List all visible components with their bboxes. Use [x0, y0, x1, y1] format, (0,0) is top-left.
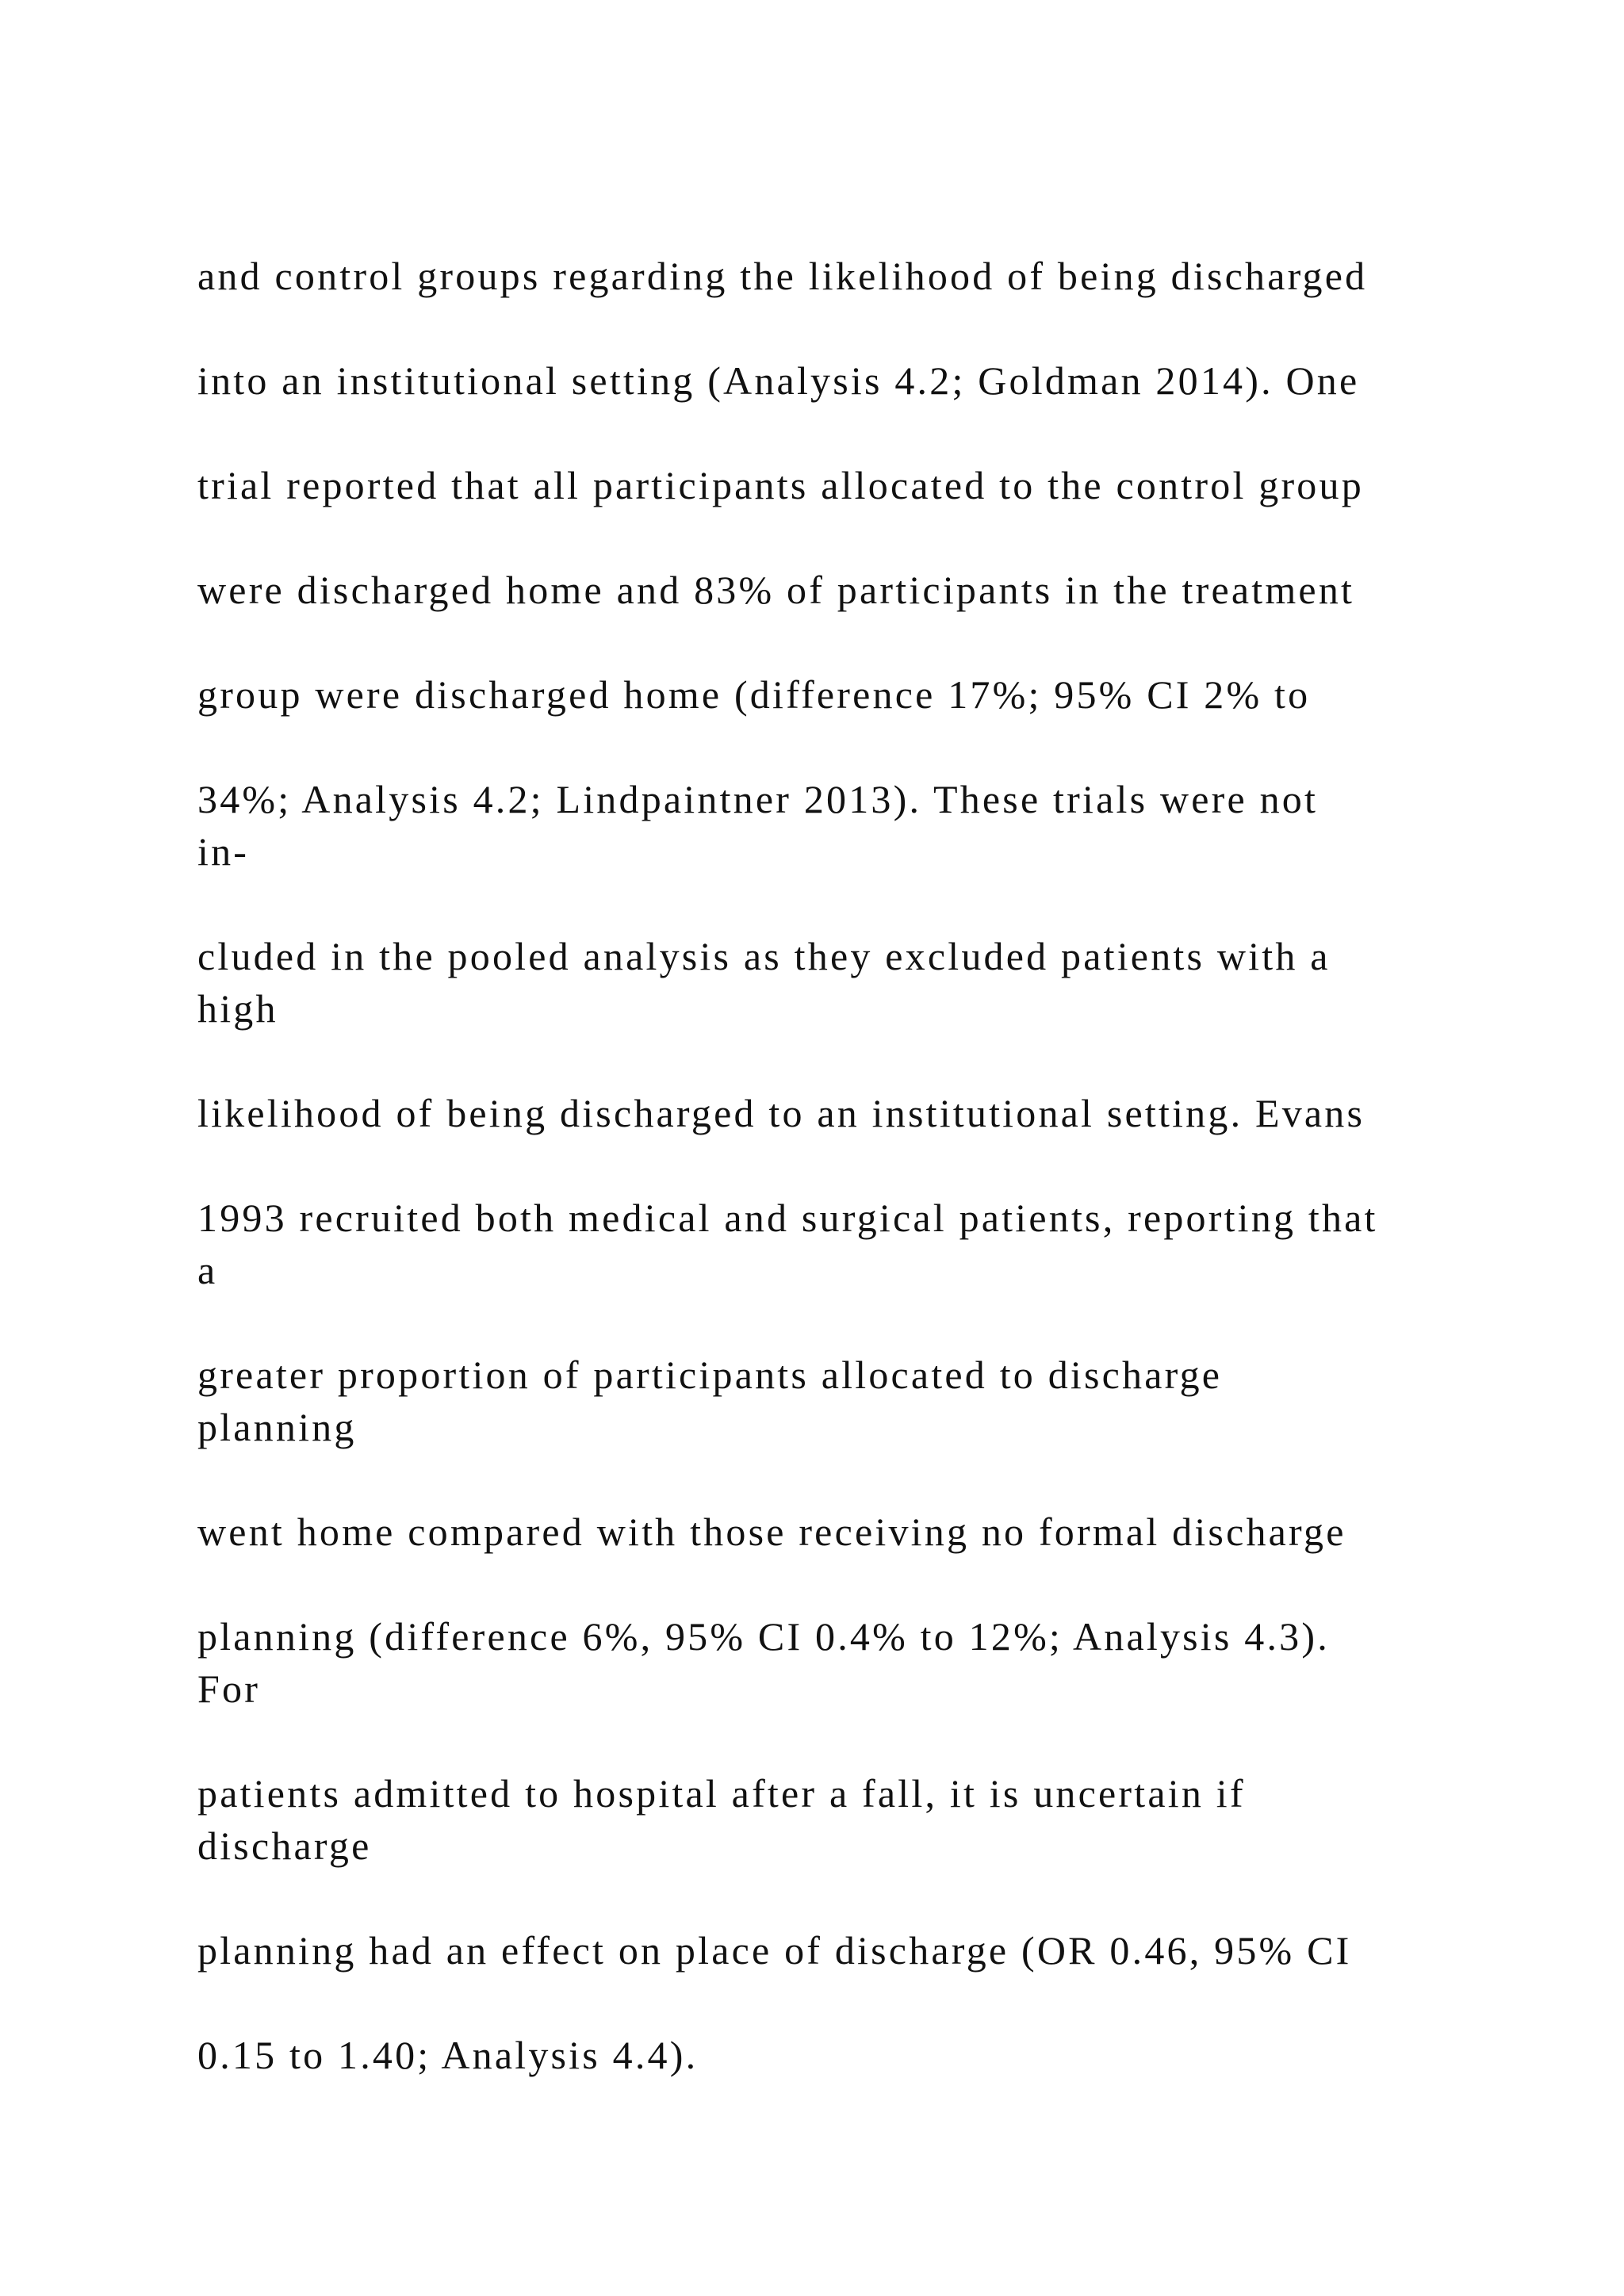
- text-line-4: were discharged home and 83% of participants in the treatment: [197, 568, 1355, 612]
- text-line-16: planning (difference 6%, 95% CI 0.4% to 12%; Analysis 4.3).: [197, 1614, 1330, 1659]
- text-line-17: For: [197, 1667, 261, 1711]
- text-line-12: a: [197, 1248, 218, 1292]
- text-line-14: planning: [197, 1405, 357, 1449]
- text-line-20: planning had an effect on place of discharge (OR 0.46, 95% CI: [197, 1928, 1352, 1973]
- text-line-2: into an institutional setting (Analysis 4.2; Goldman 2014). One: [197, 358, 1360, 403]
- text-line-9: high: [197, 986, 278, 1031]
- text-line-5: group were discharged home (difference 17%; 95% CI 2% to: [197, 672, 1311, 717]
- text-line-19: discharge: [197, 1823, 372, 1868]
- text-line-6: 34%; Analysis 4.2; Lindpaintner 2013). These trials were not: [197, 777, 1319, 821]
- text-line-13: greater proportion of participants allocated to discharge: [197, 1353, 1223, 1397]
- text-line-8: cluded in the pooled analysis as they excluded patients with a: [197, 934, 1331, 978]
- text-line-15: went home compared with those receiving no formal discharge: [197, 1510, 1346, 1554]
- text-line-7: in-: [197, 829, 250, 874]
- text-line-11: 1993 recruited both medical and surgical patients, reporting that: [197, 1196, 1378, 1240]
- text-line-21: 0.15 to 1.40; Analysis 4.4).: [197, 2033, 699, 2077]
- text-line-1: and control groups regarding the likelihood of being discharged: [197, 254, 1368, 298]
- text-line-18: patients admitted to hospital after a fall, it is uncertain if: [197, 1771, 1246, 1816]
- text-line-3: trial reported that all participants allocated to the control group: [197, 463, 1364, 507]
- text-line-10: likelihood of being discharged to an institutional setting. Evans: [197, 1091, 1365, 1135]
